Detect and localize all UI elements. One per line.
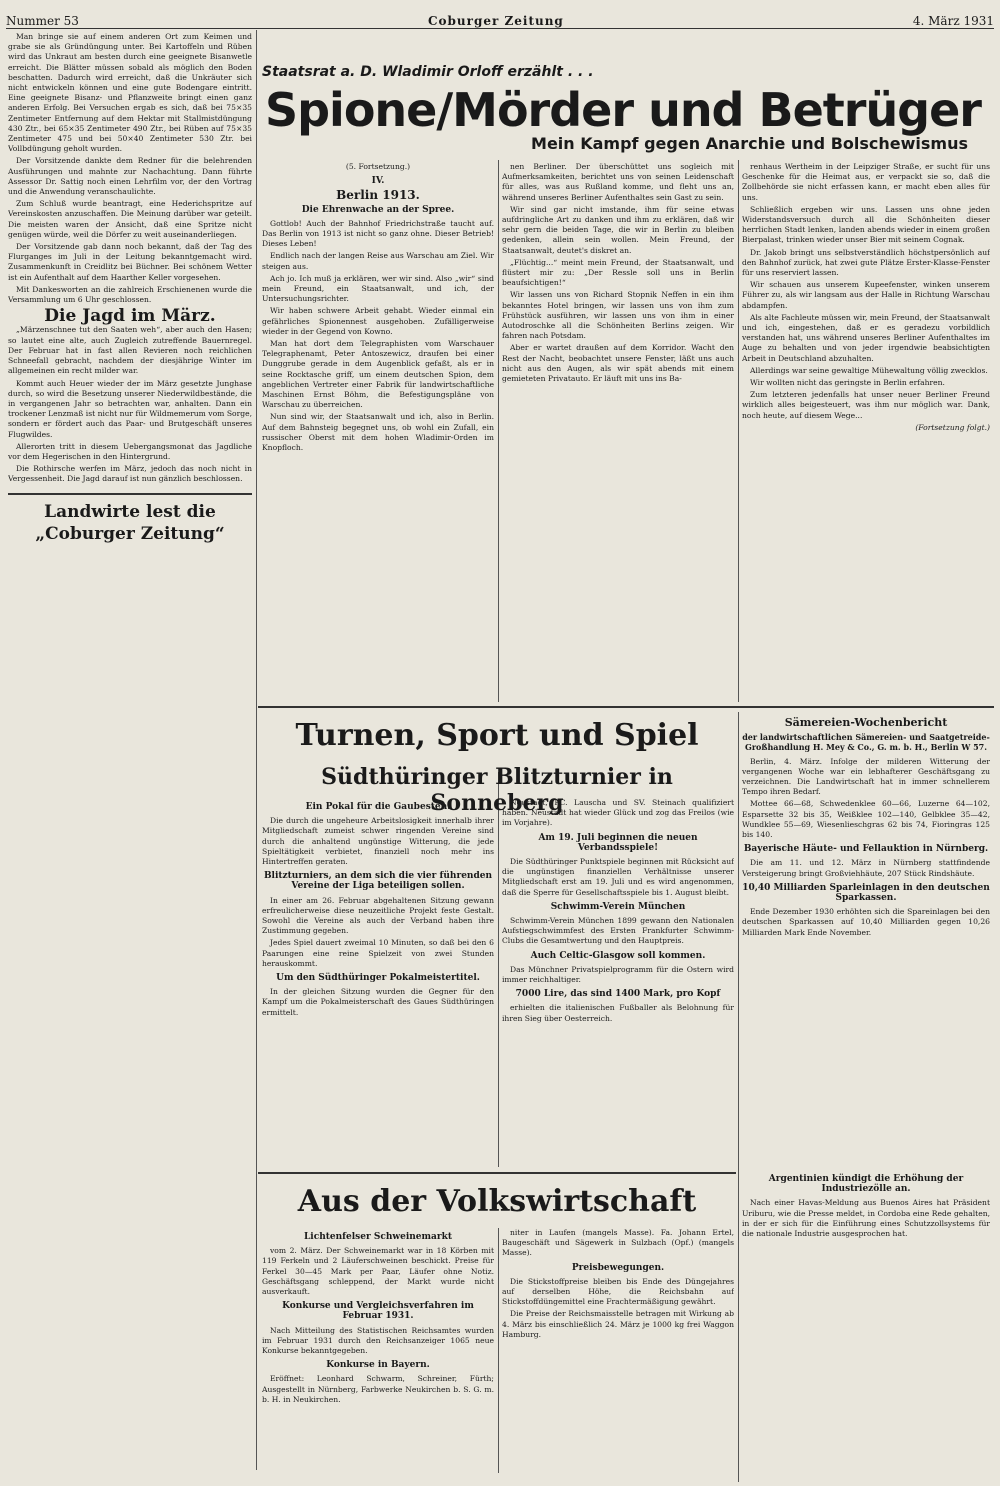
saemereien-title: Sämereien-Wochenbericht xyxy=(784,716,948,729)
continued-note: (Fortsetzung folgt.) xyxy=(915,422,990,432)
left-column xyxy=(8,32,252,1472)
installment-note: (5. Fortsetzung.) xyxy=(345,162,411,171)
column-divider xyxy=(738,712,739,1482)
article-paragraph: Wir lassen uns von Richard Stopnik Neffen in ein ihm bekanntes Hotel bringen, wir lassen uns von ihm zum Frühstück ausführen, wir lassen uns von ihm in einer Autodroschke all die Schönheiten Berlins zeigen. Wir fahren nach Potsdam. xyxy=(502,290,734,341)
article-paragraph: Die durch die ungeheure Arbeitslosigkeit innerhalb ihrer Mitgliedschaft zumeist schwer ringenden Vereine sind durch die anhaltend ungünstige Witterung, die jede Spieltätigkeit verbietet, finanziell noch mehr ins Hintertreffen geraten. xyxy=(262,816,494,867)
economy-subhead: Konkurse und Vergleichsverfahren im Februar 1931. xyxy=(282,1301,474,1322)
article-paragraph: Aber er wartet draußen auf dem Korridor. Wacht den Rest der Nacht, beobachtet unsere Fenster, läßt uns auch nicht aus den Augen, als wir spät abends mit einem gemieteten Privatauto. Er läuft mit uns ins Ba- xyxy=(502,343,734,384)
article-paragraph: Das Münchner Privatspielprogramm für die Ostern wird immer reichhaltiger. xyxy=(502,964,734,985)
chapter-place: Berlin 1913. xyxy=(336,188,420,203)
article-paragraph: Wir sind gar nicht imstande, ihm für seine etwas aufdringliche Art zu danken und ihm zu erklären, daß wir sehr gern die beiden Tage, die wir in Berlin zu bleiben gedenken, allein sein wollen. Mein Freund, der Staatsanwalt, deutet's diskret an. xyxy=(502,204,734,255)
sport-subhead: Um den Südthüringer Pokalmeistertitel. xyxy=(276,973,480,984)
article-paragraph: Die Stickstoffpreise bleiben bis Ende des Düngejahres auf derselben Höhe, die Reichsbahn auf Stickstoffdüngemittel eine Frachtermäßigung gewährt. xyxy=(502,1276,734,1307)
article-paragraph: Allerorten tritt in diesem Uebergangsmonat das Jagdliche vor dem Hegerischen in den Hintergrund. xyxy=(8,441,252,461)
article-paragraph: Kommt auch Heuer wieder der im März gesetzte Junghase durch, so wird die Besetzung unserer Niederwildbestände, die in vergangenen Jahr so betrachten war, anhalten. Dann ein trockener Lenzmaß ist nicht nur für Wildmemerum vom Sorge, sondern er fördert auch das Paar- und Brutgeschäft unseres Flugwildes. xyxy=(8,378,252,439)
article-paragraph: Der Vorsitzende gab dann noch bekannt, daß der Tag des Flurganges im Juli in der Leitung bekanntgemacht wird. Zusammenkunft in Creidlitz bei Büchner. Bei schönem Wetter ist ein Aufenthalt auf dem Haarther Keller vorgesehen. xyxy=(8,242,252,282)
sport-subhead: Am 19. Juli beginnen die neuen Verbandsspiele! xyxy=(538,832,698,853)
saemereien-subhead: 10,40 Milliarden Sparleinlagen in den deutschen Sparkassen. xyxy=(742,882,990,904)
masthead xyxy=(6,6,994,29)
article-paragraph: Schließlich ergeben wir uns. Lassen uns ohne jeden Widerstandsversuch durch all die Schönheiten dieser herrlichen Stadt lenken, landen abends wieder in einem großen Bierpalast, trinken wieder unser Bier mit seinem Cognak. xyxy=(742,204,990,245)
article-paragraph: niter in Laufen (mangels Masse). Fa. Johann Ertel, Baugeschäft und Sägewerk in Sulzbach (Opf.) (mangels Masse). xyxy=(502,1228,734,1258)
column-divider xyxy=(498,1228,499,1473)
article-paragraph: Wir haben schwere Arbeit gehabt. Wieder einmal ein gefährliches Spionennest ausgehoben. Zufälligerweise wieder in der Gegend von Kowno. xyxy=(262,306,494,336)
article-paragraph: Der Vorsitzende dankte dem Redner für die belehrenden Ausführungen und mahnte zur Nachachtung. Dann führte Assessor Dr. Sattig noch einen Lehrfilm vor, der den Vortrag und die Anwendung veranschaulichte. xyxy=(8,156,252,197)
column-divider xyxy=(256,30,257,1470)
article-paragraph: vom 2. März. Der Schweinemarkt war in 18 Körben mit 119 Ferkeln und 2 Läuferschweinen beschickt. Preise für Ferkel 30—45 Mark per Paar, Läufer ohne Notiz. Geschäftsgang schleppend, der Markt wurde nicht ausverkauft. xyxy=(262,1246,494,1297)
article-paragraph: Ach jo. Ich muß ja erklären, wer wir sind. Also „wir“ sind mein Freund, ein Staatsanwalt, und ich, der Untersuchungsrichter. xyxy=(262,273,494,304)
saemereien-subhead: Bayerische Häute- und Fellauktion in Nürnberg. xyxy=(743,844,989,855)
sport-column-1 xyxy=(262,798,494,1168)
article-paragraph: Die Preise der Reichsmaisstelle betragen mit Wirkung ab 4. März bis einschließlich 24. März je 1000 kg frei Waggon Hamburg. xyxy=(502,1309,734,1339)
article-paragraph: „Flüchtig...“ meint mein Freund, der Staatsanwalt, und flüstert mir zu: „Der Ressle soll uns in Berlin beaufsichtigen!“ xyxy=(502,257,734,288)
article-paragraph: erhielten die italienischen Fußballer als Belohnung für ihren Sieg über Oesterreich. xyxy=(502,1003,734,1023)
lead-column-2 xyxy=(502,162,734,700)
article-paragraph: Schwimm-Verein München 1899 gewann den Nationalen Aufstiegschwimmfest des Ersten Frankfurter Schwimm-Clubs die Gesamtwertung und den Hauptpreis. xyxy=(502,916,734,946)
economy-subhead: Argentinien kündigt die Erhöhung der Industriezölle an. xyxy=(768,1174,964,1195)
article-paragraph: Gottlob! Auch der Bahnhof Friedrichstraße taucht auf. Das Berlin von 1913 ist nicht so ganz ohne. Dieser Betrieb! Dieses Leben! xyxy=(262,218,494,249)
issue-date: 4. März 1931 xyxy=(912,14,994,28)
article-paragraph: Zum Schluß wurde beantragt, eine Hederichspritze auf Vereinskosten anzuschaffen. Die Meinung darüber war geteilt. Die meisten waren der Ansicht, daß eine Spritze nicht genügen würde, weil die Dörfer zu weit auseinanderliegen. xyxy=(8,199,252,239)
lead-kicker: Staatsrat a. D. Wladimir Orloff erzählt . . . xyxy=(262,64,594,80)
article-headline-jagd: Die Jagd im März. xyxy=(44,306,216,327)
lead-column-3 xyxy=(742,162,990,700)
article-paragraph: renhaus Wertheim in der Leipziger Straße, er sucht für uns Geschenke für die Heimat aus, er verpackt sie so, daß die Zollbehörde sie nicht erfassen kann, er macht eben alles für uns. xyxy=(742,162,990,202)
column-divider xyxy=(498,772,499,1167)
economy-subhead: Preisbewegungen. xyxy=(571,1262,665,1273)
article-paragraph: Zum letzteren jedenfalls hat unser neuer Berliner Freund wirklich alles beigesteuert, was ihm nur möglich war. Dank, noch heute, auf diesem Wege... xyxy=(742,390,990,420)
article-paragraph: Wir wollten nicht das geringste in Berlin erfahren. xyxy=(750,378,945,388)
chapter-subtitle: Die Ehrenwache an der Spree. xyxy=(301,204,455,215)
article-paragraph: Endlich nach der langen Reise aus Warschau am Ziel. Wir steigen aus. xyxy=(262,251,494,271)
article-paragraph: Dr. Jakob bringt uns selbstverständlich höchstpersönlich auf den Bahnhof zurück, hat zwei gute Plätze Erster-Klasse-Fenster für uns reserviert lassen. xyxy=(742,247,990,278)
section-title-sport: Turnen, Sport und Spiel xyxy=(295,718,699,753)
sport-subhead: Blitzturniers, an dem sich die vier führenden Vereine der Liga beteiligen sollen. xyxy=(263,871,493,892)
sport-subhead: Auch Celtic-Glasgow soll kommen. xyxy=(530,950,706,961)
chapter-number: IV. xyxy=(371,176,385,187)
sport-subhead: Ein Pokal für die Gaubesten. xyxy=(305,802,451,812)
column-divider xyxy=(498,160,499,702)
economy-column-1 xyxy=(262,1228,494,1473)
article-paragraph: Nun sind wir, der Staatsanwalt und ich, also in Berlin. Auf dem Bahnsteig begegnet uns, ob wohl ein Zufall, ein russischer Oberst mit dem hohen Wladimir-Orden im Knopfloch. xyxy=(262,412,494,453)
article-paragraph: Die am 11. und 12. März in Nürnberg stattfindende Versteigerung bringt Großviehhäute, 207 Stück Rindshäute. xyxy=(742,858,990,878)
lead-headline: Spione/Mörder und Betrüger xyxy=(265,83,981,137)
economy-column-2 xyxy=(502,1228,734,1473)
newspaper-name: Coburger Zeitung xyxy=(427,14,564,28)
article-paragraph: Mit Dankesworten an die zahlreich Erschienenen wurde die Versammlung um 6 Uhr geschlossen. xyxy=(8,284,252,305)
article-paragraph: Man bringe sie auf einem anderen Ort zum Keimen und grabe sie als Gründüngung unter. Bei Kartoffeln und Rüben wird das Unkraut am besten durch eine geeignete Bisanwetle erreicht. Die Blätter müssen sobald als möglich den Boden beschatten. Dadurch wird erreicht, daß die Unkräuter sich nicht entwickeln können und eine gute Bodengare eintritt. Eine geeignete Bisanz- und Pflanzweite bringt einen ganz anderen Erfolg. Bei Versuchen ergab es sich, daß bei 75×35 Zentimeter Entfernung auf dem Hektar mit Stallmistdüngung 430 Ztr., bei 65×35 Zentimeter 490 Ztr., bei Rüben auf 75×35 Zentimeter 475 und bei 50×40 Zentimeter 530 Ztr. bei Vollbdüngung geholt wurden. xyxy=(8,32,252,154)
column-divider xyxy=(738,160,739,702)
article-paragraph: In einer am 26. Februar abgehaltenen Sitzung gewann erfreulicherweise diese neuzeitliche Projekt feste Gestalt. Sowohl die Vereine als auch der Verband haben ihre Zustimmung gegeben. xyxy=(262,895,494,936)
article-paragraph: nen Berliner. Der überschüttet uns sogleich mit Aufmerksamkeiten, berichtet uns von seinen Leidenschaft für alles, was aus Rußland komme, und fleht uns an, während unseres Berliner Aufenthaltes sein Gast zu sein. xyxy=(502,162,734,202)
sport-subhead: 7000 Lire, das sind 1400 Mark, pro Kopf xyxy=(515,989,721,1000)
issue-number: Nummer 53 xyxy=(6,14,79,28)
article-paragraph: Als alte Fachleute müssen wir, mein Freund, der Staatsanwalt und ich, eingestehen, daß er es geradezu vorbildlich verstanden hat, uns während unseres Berliner Aufenthaltes im Auge zu behalten und von jeder irgendwie beabsichtigten Arbeit in Deutschland abzuhalten. xyxy=(742,312,990,363)
article-paragraph: Eröffnet: Leonhard Schwarm, Schreiner, Fürth; Ausgestellt in Nürnberg, Farbwerke Neukirchen b. S. G. m. b. H. in Neukirchen. xyxy=(262,1374,494,1404)
sport-subhead: Schwimm-Verein München xyxy=(550,901,686,912)
sport-headline: Südthüringer Blitzturnier in Sonneberg xyxy=(321,764,673,816)
promo-box: Landwirte lest die „Coburger Zeitung“ xyxy=(8,493,252,545)
section-rule xyxy=(258,1172,736,1174)
saemereien-subtitle: der landwirtschaftlichen Sämereien- und Saatgetreide-Großhandlung H. Mey & Co., G. m. b. H., Berlin W 57. xyxy=(742,732,990,753)
saemereien-column xyxy=(742,714,990,1164)
article-paragraph: Nach Mitteilung des Statistischen Reichsamtes wurden im Februar 1931 durch den Reichsanzeiger 1065 neue Konkurse bekanntgegeben. xyxy=(262,1325,494,1356)
economy-subhead: Lichtenfelser Schweinemarkt xyxy=(303,1232,453,1242)
article-paragraph: Man hat dort dem Telegraphisten vom Warschauer Telegraphenamt, Peter Antoszewicz, draufen bei einer Dunggrube gerade in dem Augenblick gefaßt, als er in seine Rocktasche griff, um einem deutschen Spion, dem angeblichen Vertreter einer Fabrik für landwirtschaftliche Maschinen Ernst Böhm, die Befestigungspläne von Warschau zu überreichen. xyxy=(262,339,494,410)
economy-subhead: Konkurse in Bayern. xyxy=(326,1360,430,1371)
article-paragraph: Die Rothirsche werfen im März, jedoch das noch nicht in Vergessenheit. Die Jagd darauf ist nun gänzlich beschlossen. xyxy=(8,464,252,484)
article-paragraph: Nach einer Havas-Meldung aus Buenos Aires hat Präsident Uriburu, wie die Presse meldet, in Cordoba eine Rede gehalten, in der er sich für die Einführung eines Schutzzollsystems für die nationale Industrie ausgesprochen hat. xyxy=(742,1198,990,1239)
lead-column-1 xyxy=(262,162,494,700)
economy-column-3 xyxy=(742,1170,990,1473)
section-title-volkswirtschaft: Aus der Volkswirtschaft xyxy=(297,1184,697,1219)
section-rule xyxy=(258,706,994,708)
article-paragraph: Mottee 66—68, Schwedenklee 60—66, Luzerne 64—102, Esparsette 32 bis 35, Weißklee 102—140, Gelbklee 35—42, Wundklee 55—69, Wiesenlieschgras 62 bis 74, Fioringras 125 bis 140. xyxy=(742,799,990,840)
lead-subtitle: Mein Kampf gegen Anarchie und Bolschewismus xyxy=(531,134,968,153)
article-paragraph: Allerdings war seine gewaltige Mühewaltung völlig zwecklos. xyxy=(750,365,988,375)
article-paragraph: Neustadt, FC. Lauscha und SV. Steinach qualifiziert haben. Neustadt hat wieder Glück und zog das Freilos (wie im Vorjahre). xyxy=(502,798,734,828)
article-paragraph: Berlin, 4. März. Infolge der milderen Witterung der vergangenen Woche war ein lebhafterer Geschäftsgang zu verzeichnen. Die Landwirtschaft hat in immer schnellerem Tempo ihren Bedarf. xyxy=(742,756,990,797)
sport-column-2 xyxy=(502,798,734,1168)
article-paragraph: Jedes Spiel dauert zweimal 10 Minuten, so daß bei den 6 Paarungen eine reine Spielzeit von zwei Stunden herauskommt. xyxy=(262,938,494,968)
article-paragraph: „Märzenschnee tut den Saaten weh“, aber auch den Hasen; so lautet eine alte, auch Zugleich zutreffende Bauernregel. Der Februar hat in fast allen Revieren noch reichlichen Schneefall gebracht, nachdem der diesjährige Winter im allgemeinen ein recht milder war. xyxy=(8,325,252,376)
article-paragraph: Wir schauen aus unserem Kupeefenster, winken unserem Führer zu, als wir langsam aus der Halle in Richtung Warschau abdampfen. xyxy=(742,280,990,310)
article-paragraph: Ende Dezember 1930 erhöhten sich die Spareinlagen bei den deutschen Sparkassen auf 10,40 Milliarden gegen 10,26 Milliarden Mark Ende November. xyxy=(742,907,990,937)
article-paragraph: Die Südthüringer Punktspiele beginnen mit Rücksicht auf die ungünstigen finanziellen Verhältnisse unserer Mitgliedschaft erst am 19. Juli und es wird angenommen, daß die Sperre für Gesellschaftsspiele bis 1. August bleibt. xyxy=(502,857,734,897)
article-paragraph: In der gleichen Sitzung wurden die Gegner für den Kampf um die Pokalmeisterschaft des Gaues Südthüringen ermittelt. xyxy=(262,987,494,1017)
